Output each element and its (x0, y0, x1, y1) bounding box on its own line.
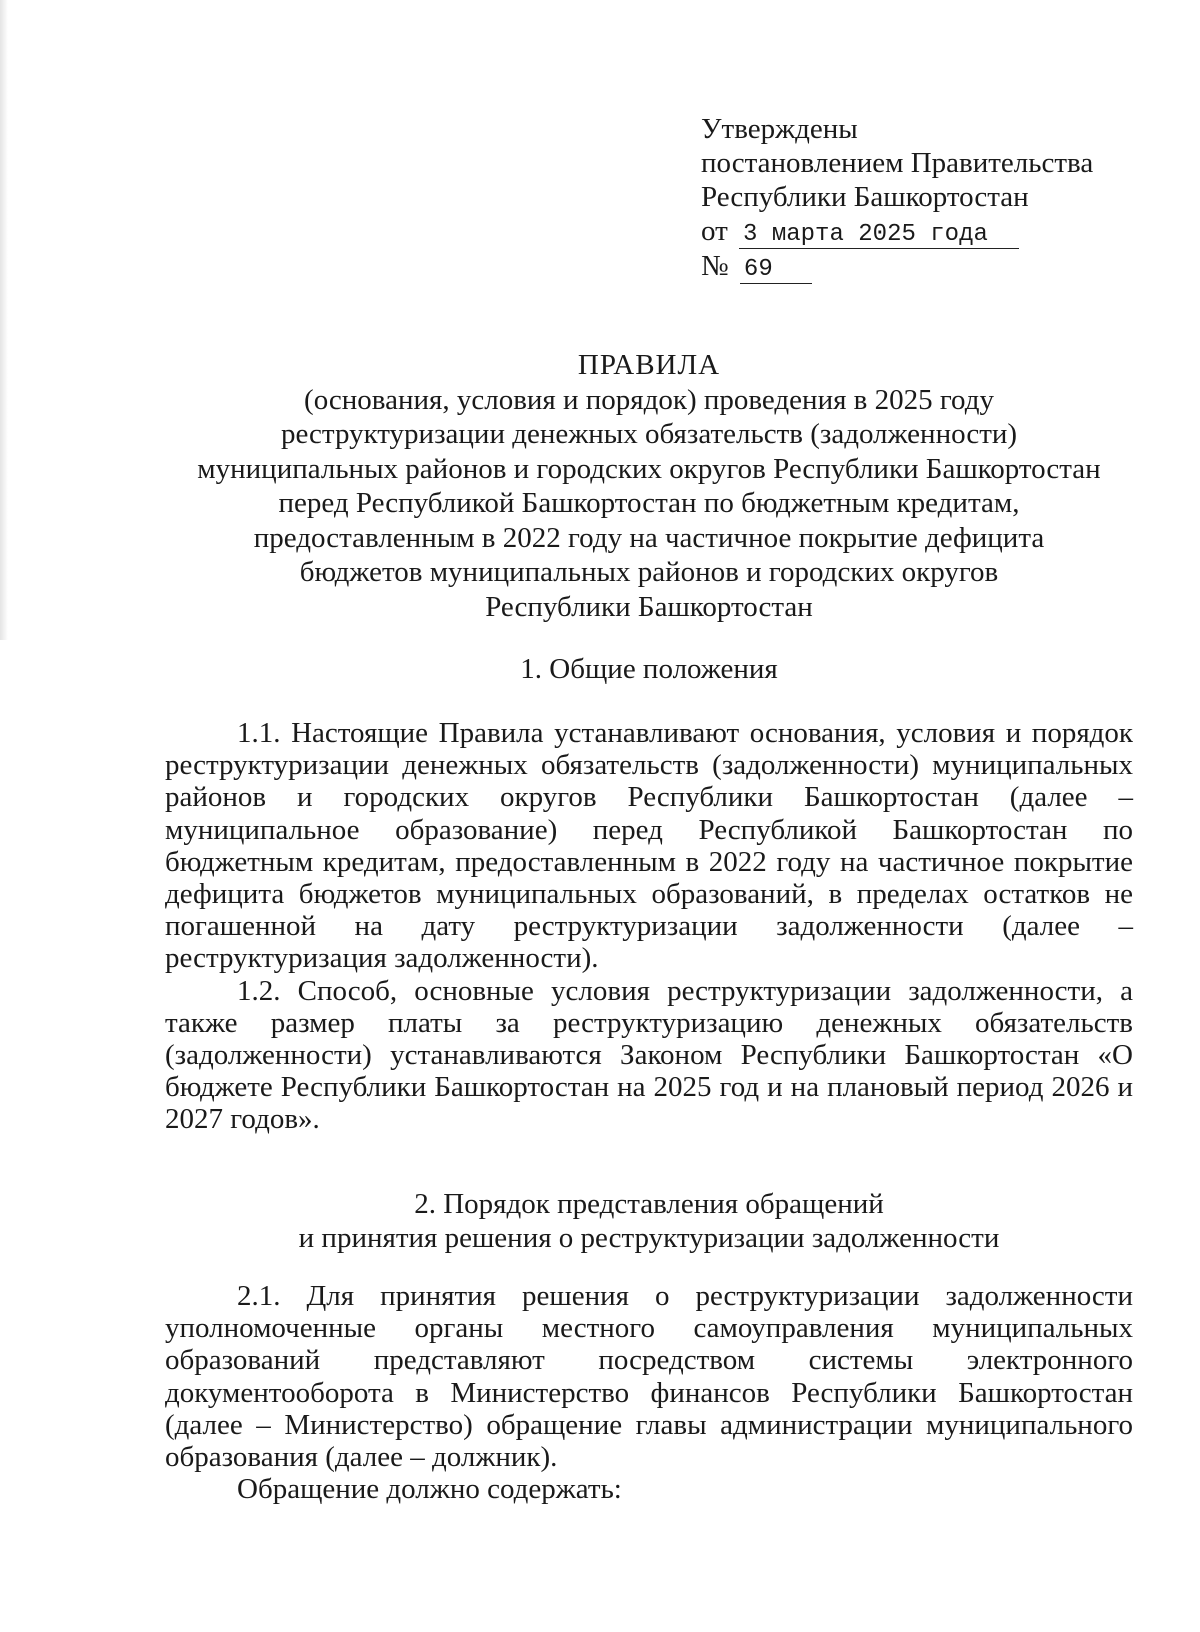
paragraph-2-intro: Обращение должно содержать: (237, 1473, 622, 1506)
paragraph-1-1: 1.1. Настоящие Правила устанавливают основания, условия и порядок реструктуризации денежных обязательств (задолженности) муниципальных районов и городских округов Республики Башкортостан (далее – муниципальное образование) перед Республикой Башкортостан по бюджетным кредитам, предоставленным в 2022 году на частичное покрытие дефицита бюджетов муниципальных образований, в пределах остатков не погашенной на дату реструктуризации задолженности (далее – реструктуризация задолженности). (165, 717, 1133, 975)
section-1-heading-text: 1. Общие положения (520, 653, 778, 685)
section-1-body (165, 717, 1133, 1136)
approval-line-resolution: постановлением Правительства (701, 147, 1094, 179)
section-1-heading (165, 652, 1133, 686)
title-line: перед Республикой Башкортостан по бюджетным кредитам, (278, 487, 1020, 519)
title-line: реструктуризации денежных обязательств (задолженности) (280, 418, 1018, 450)
approval-date-value: 3 марта 2025 года (739, 222, 1019, 249)
title-line: муниципальных районов и городских округов Республики Башкортостан (197, 452, 1101, 485)
scan-edge-shadow (0, 0, 8, 640)
title-heading: ПРАВИЛА (577, 349, 721, 381)
approval-number-value: 69 (740, 257, 812, 284)
title-line: предоставленным в 2022 году на частичное покрытие дефицита (253, 521, 1045, 554)
title-line: (основания, условия и порядок) проведения в 2025 году (304, 383, 994, 416)
paragraph-2-1: 2.1. Для принятия решения о реструктуризации задолженности уполномоченные органы местного самоуправления муниципальных образований представляют посредством системы электронного документооборота в Министерство финансов Республики Башкортостан (далее – Министерство) обращение главы администрации муниципального образования (далее – должник). (165, 1280, 1133, 1474)
paragraph-1-2: 1.2. Способ, основные условия реструктуризации задолженности, а также размер платы за реструктуризацию денежных обязательств (задолженности) устанавливаются Законом Республики Башкортостан «О бюджете Республики Башкортостан на 2025 год и на плановый период 2026 и 2027 годов». (165, 974, 1133, 1136)
document-title (165, 348, 1133, 624)
approval-number-line (701, 249, 1093, 284)
approval-line-approved: Утверждены (701, 113, 858, 145)
section-2-heading (165, 1187, 1133, 1255)
section-2-heading-line-2: и принятия решения о реструктуризации задолженности (298, 1222, 1000, 1254)
title-line: бюджетов муниципальных районов и городских округов (299, 556, 999, 588)
approval-number-prefix: № (701, 250, 729, 282)
approval-stamp-block (701, 112, 1093, 284)
section-2-heading-line-1: 2. Порядок представления обращений (414, 1188, 884, 1220)
approval-line-republic: Республики Башкортостан (701, 181, 1029, 213)
approval-date-line (701, 214, 1093, 249)
approval-date-prefix: от (701, 215, 728, 247)
section-2-body (165, 1280, 1133, 1505)
title-line: Республики Башкортостан (485, 590, 813, 623)
